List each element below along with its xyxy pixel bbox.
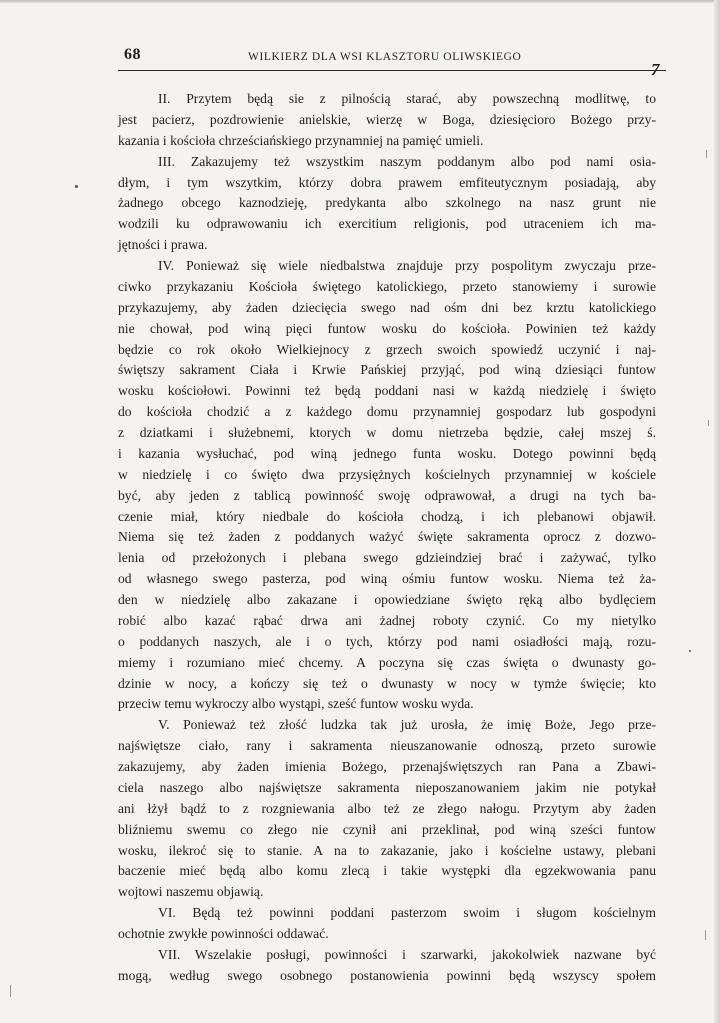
scan-top-edge bbox=[0, 0, 720, 3]
text-line: lenia od przełożonych i plebana swego gdzieindziej brać i zażywać, tylko bbox=[118, 550, 656, 566]
paragraph-vi bbox=[118, 903, 656, 945]
text-line: przykazujemy, aby żaden dziecięcia swego nad ośm dni bez krztu katolickiego bbox=[118, 299, 656, 315]
scan-speck bbox=[708, 420, 709, 426]
text-line: wojtowi naszemu objawią. bbox=[118, 884, 264, 900]
sheet-signature-mark: 7 bbox=[651, 60, 660, 79]
scan-speck bbox=[705, 930, 706, 940]
text-line: czenie miał, który niedbale do kościoła chodzą, i ich plebanowi objawił. bbox=[118, 508, 656, 524]
text-line: ciwko przykazaniu Kościoła świętego katolickiego, przeto stanowiemy i surowie bbox=[118, 278, 656, 294]
paragraph-iv bbox=[118, 256, 656, 715]
text-line: świętszy sakrament Ciała i Krwie Pańskiej przyjąć, pod winą dziesiąci funtow bbox=[118, 362, 656, 378]
text-line: ochotnie zwykłe powinności oddawać. bbox=[118, 926, 329, 941]
text-line: dzinie w nocy, a kończy się też o dwunasty w nocy w tymże święcie; kto bbox=[118, 675, 656, 691]
running-title: WILKIERZ DLA WSI KLASZTORU OLIWSKIEGO bbox=[248, 51, 522, 63]
text-line: II. Przytem będą sie z pilnością starać, aby powszechną modlitwę, to bbox=[158, 91, 656, 106]
text-line: wodzili ku odprawowaniu ich exercitium religionis, pod utraceniem ich ma- bbox=[118, 216, 656, 232]
text-line: robić albo kazać rąbać drwa ani żadnej roboty czynić. Co my nietylko bbox=[118, 612, 656, 628]
text-line: V. Ponieważ też złość ludzka tak już urosła, że imię Boże, Jego prze- bbox=[158, 717, 656, 733]
text-line: mogą, według swego osobnego postanowienia powinni będą wszyscy społem bbox=[118, 967, 656, 983]
page-number: 68 bbox=[124, 46, 141, 63]
scan-dot bbox=[689, 650, 691, 652]
text-line: wosku, ilekroć się to stanie. A na to zakazanie, jako i kościelne ustawy, plebani bbox=[118, 842, 656, 858]
text-line: żadnego obcego kaznodzieję, predykanta albo szkolnego na nasz grunt nie bbox=[118, 195, 656, 211]
text-line: kazania i kościoła chrześciańskiego przynamniej na pamięć umieli. bbox=[118, 132, 484, 148]
paragraph-vii bbox=[118, 945, 656, 987]
text-line: wosku kościołowi. Powinni też będą poddani nasi w każdą niedzielę i święto bbox=[118, 383, 656, 399]
text-line: bliźniemu swemu co złego nie czynił ani przeklinał, pod winą sześci funtow bbox=[118, 821, 656, 837]
text-line: i kazania wysłuchać, pod winą jednego funta wosku. Dotego powinni będą bbox=[118, 445, 656, 461]
text-line: VI. Będą też powinni poddani pasterzom swoim i sługom kościelnym bbox=[158, 905, 656, 921]
text-line: ani łżył bądź to z rozgniewania albo też ze złego nałogu. Przytym aby żaden bbox=[118, 800, 656, 816]
text-line: dłym, i tym wszytkim, którzy dobra prawem emfiteutycznym posiadają, aby bbox=[118, 174, 656, 190]
text-line: den w niedzielę albo zakazane i opowiedziane święto ręką albo bydlęciem bbox=[118, 592, 656, 607]
text-line: w niedzielę i co święto dwa przysiężnych kościelnych przynamniej w kościele bbox=[118, 466, 656, 482]
text-line: być, aby jeden z tablicą powinność swoję odprawował, a drugi na tych ba- bbox=[118, 487, 656, 503]
text-line: VII. Wszelakie posługi, powinności i szarwarki, jakokolwiek nazwane być bbox=[158, 946, 656, 962]
running-header bbox=[118, 46, 666, 71]
text-line: najświętsze ciało, rany i sakramenta nieuszanowanie odnoszą, przeto surowie bbox=[118, 738, 656, 754]
text-line: jest pacierz, pozdrowienie anielskie, wierzę w Boga, dziesięcioro Bożego przy- bbox=[118, 111, 656, 127]
text-line: nie chował, pod winą pięci funtow wosku do kościoła. Powinien też każdy bbox=[118, 320, 656, 336]
text-line: ciela naszego albo najświętsze sakramenta nieposzanowaniem jakim nie potykał bbox=[118, 779, 656, 795]
text-line: miemy i rozumiano mieć chcemy. A poczyna się czas święta o dwunasty go- bbox=[118, 654, 656, 670]
scan-speck bbox=[706, 150, 707, 158]
text-line: przeciw temu wykroczy albo wystąpi, sześć funtow wosku wyda. bbox=[118, 696, 474, 712]
paragraph-v bbox=[118, 715, 656, 903]
text-line: będzie co rok około Wielkiejnocy z grzech swoich spowiedź uczynić i naj- bbox=[118, 341, 656, 357]
scan-right-edge bbox=[714, 0, 720, 1023]
paragraph-iii bbox=[118, 152, 656, 256]
text-line: zakazujemy, aby żaden imienia Bożego, przenajświętszych ran Pana a Zbawi- bbox=[118, 759, 656, 774]
paragraph-ii bbox=[118, 89, 656, 152]
text-line: od własnego swego pasterza, pod winą ośmiu funtow wosku. Niema też ża- bbox=[118, 571, 656, 587]
text-line: Niema się też żaden z poddanych ważyć święte sakramenta oprocz z dozwo- bbox=[118, 529, 656, 545]
scan-speck bbox=[10, 985, 11, 997]
text-line: do kościoła chodzić a z każdego domu przynamniej gospodarz lub gospodyni bbox=[118, 404, 656, 420]
text-line: IV. Ponieważ się wiele niedbalstwa znajduje przy pospolitym zwyczaju prze- bbox=[158, 258, 656, 273]
text-line: o poddanych naszych, ale i o tych, którzy pod nami osiadłości mają, rozu- bbox=[118, 633, 656, 649]
text-line: jętności i prawa. bbox=[118, 237, 208, 253]
scan-dot bbox=[75, 185, 78, 188]
text-line: baczenie mieć będą albo komu zlecą i takie występki dla egzekwowania panu bbox=[118, 863, 656, 879]
text-line: z dziatkami i służebnemi, ktorych w domu nietrzeba będzie, całej mszej ś. bbox=[118, 425, 656, 440]
body-text bbox=[118, 89, 656, 987]
text-line: III. Zakazujemy też wszystkim naszym poddanym albo pod nami osia- bbox=[158, 153, 656, 169]
